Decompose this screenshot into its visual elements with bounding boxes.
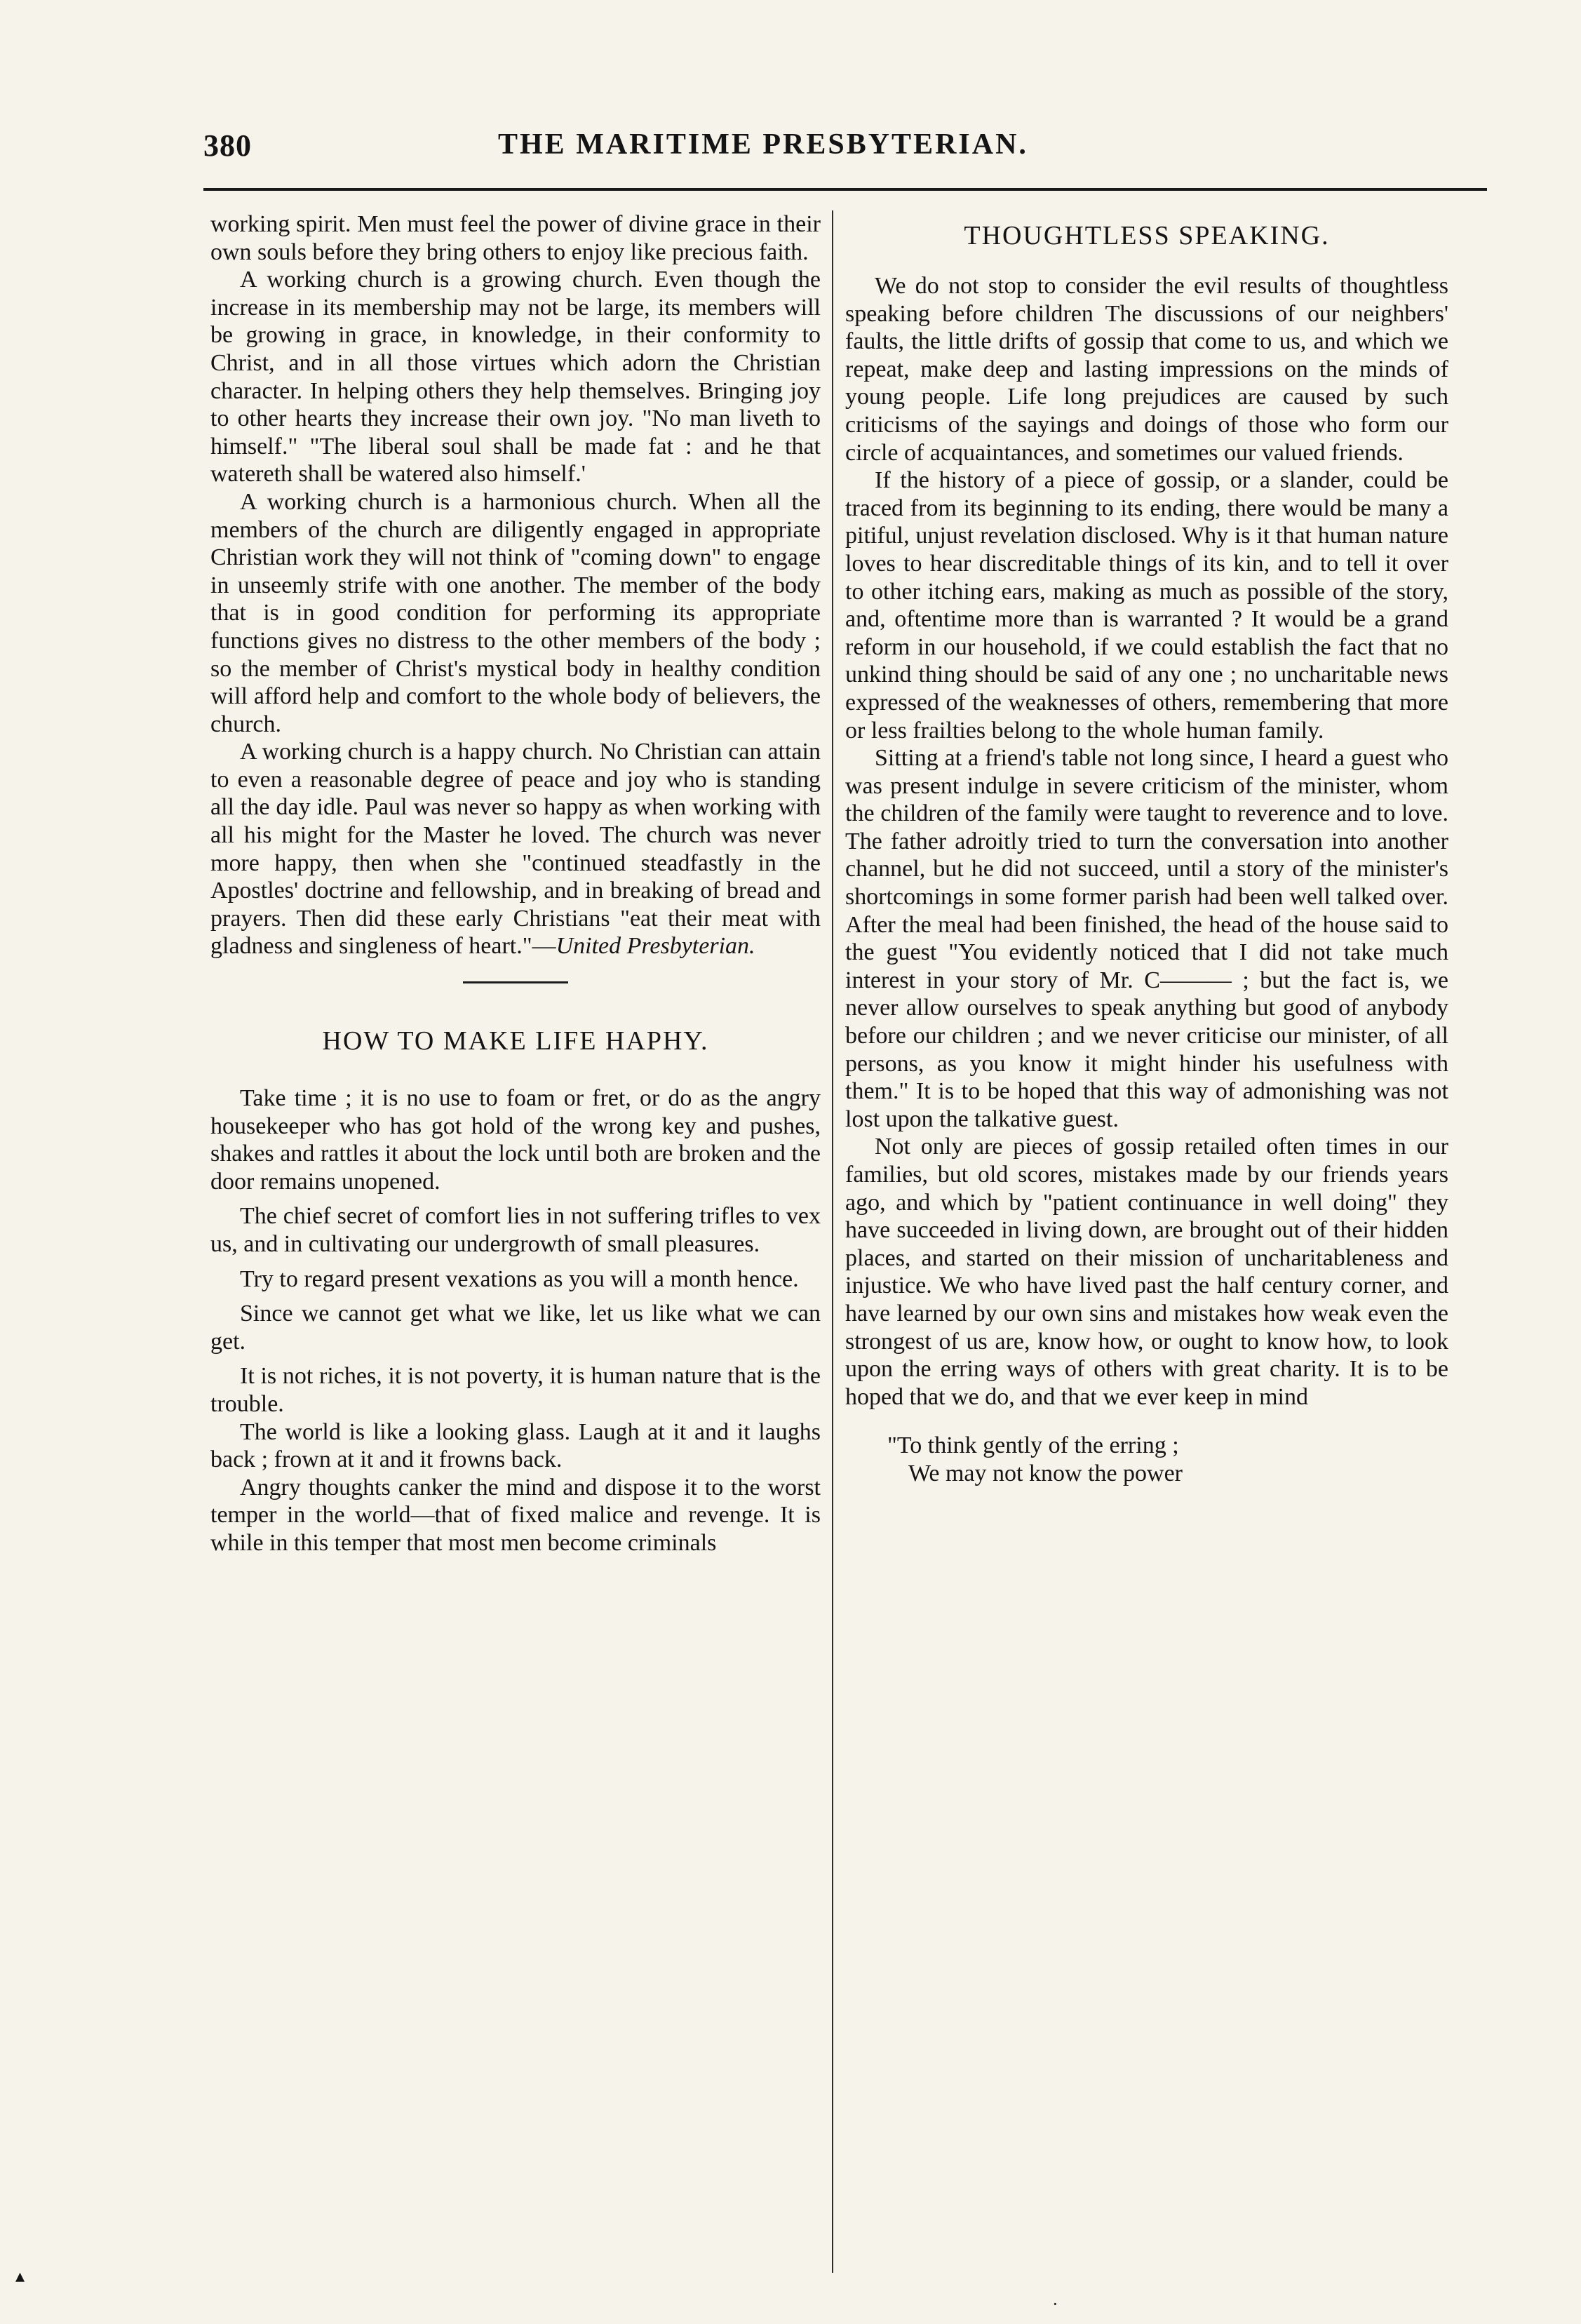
article-paragraph	[210, 738, 821, 960]
poem-quotation	[845, 1432, 1448, 1488]
article-paragraph: Try to regard present vexations as you will a month hence.	[240, 1265, 799, 1292]
article-paragraph: The world is like a looking glass. Laugh at it and it laughs back ; frown at it and it frowns back.	[210, 1418, 821, 1473]
source-attribution: United Presbyterian.	[556, 933, 755, 960]
paragraph-text: A working church is a happy church. No Christian can attain to even a reasonable degree of peace and joy who is standing all the day idle. Paul was never so happy as when working with all his might for the Master he loved. The church was never more happy, then when she "continued steadfastly in the Apostles' doctrine and fellowship, and in breaking of bread and prayers. Then did these early Christians "eat their meat with gladness and singleness of heart."—	[210, 739, 821, 960]
header-rule	[203, 188, 1487, 191]
print-speck: ▴	[15, 2266, 25, 2286]
running-title: THE MARITIME PRESBYTERIAN.	[498, 128, 1028, 161]
article-paragraph: Sitting at a friend's table not long since, I heard a guest who was present indulge in severe criticism of the minister, whom the children of the family were taught to reverence and to love. The father adroitly tried to turn the conversation into another channel, but he did not succeed, until a story of the minister's shortcomings in some former parish had been well talked over. After the meal had been finished, the head of the house said to the guest "You evidently noticed that I did not take much interest in your story of Mr. C——— ; but the fact is, we never allow ourselves to speak anything but good of anybody before our children ; and we never criticise our minister, of all persons, as you know it might hinder his usefulness with them." It is to be hoped that this way of admonishing was not lost upon the talkative guest.	[845, 745, 1448, 1132]
article-paragraph: A working church is a harmonious church. When all the members of the church are diligently engaged in appropriate Christian work they will not think of "coming down" to engage in unseemly strife with one another. The member of the body that is in good condition for performing its appropriate functions gives no distress to the other members of the body ; so the member of Christ's mystical body in healthy condition will afford help and comfort to the whole body of believers, the church.	[210, 488, 821, 737]
page-header	[203, 128, 1487, 170]
left-column	[210, 210, 821, 1557]
article-paragraph: It is not riches, it is not poverty, it is human nature that is the trouble.	[210, 1363, 821, 1417]
verse-line: We may not know the power	[908, 1460, 1183, 1487]
section-title-how-to-make-life-happy: HOW TO MAKE LIFE HAPHY.	[322, 1026, 709, 1056]
article-paragraph: Not only are pieces of gossip retailed often times in our families, but old scores, mistakes made by our friends years ago, and which by "patient continuance in well doing" they have succeeded in living down, are brought out of their hidden places, and started on their mission of uncharitableness and injustice. We who have lived past the half century corner, and have learned by our own sins and mistakes how weak even the strongest of us are, know how, or ought to know how, to look upon the erring ways of others with great charity. It is to be hoped that we do, and that we ever keep in mind	[845, 1134, 1448, 1410]
verse-line: "To think gently of the erring ;	[887, 1432, 1179, 1459]
section-title-thoughtless-speaking: THOUGHTLESS SPEAKING.	[964, 221, 1330, 250]
section-separator	[463, 981, 568, 983]
article-paragraph: We do not stop to consider the evil results of thoughtless speaking before children The discussions of our neighbers' faults, the little drifts of gossip that come to us, and which we repeat, make deep and lasting impressions on the minds of young people. Life long prejudices are caused by such criticisms of the sayings and doings of those who form our circle of acquaintances, and sometimes our valued friends.	[845, 273, 1448, 466]
right-column	[845, 210, 1448, 1488]
article-paragraph: Angry thoughts canker the mind and dispose it to the worst temper in the world—that of fixed malice and revenge. It is while in this temper that most men become criminals	[210, 1474, 821, 1556]
article-paragraph: A working church is a growing church. Even though the increase in its membership may not be large, its members will be growing in grace, in knowledge, in their conformity to Christ, and in all those virtues which adorn the Christian character. In helping others they help themselves. Bringing joy to other hearts they increase their own joy. "No man liveth to himself." "The liberal soul shall be made fat : and he that watereth shall be watered also himself.'	[210, 267, 821, 488]
page-number: 380	[203, 128, 252, 163]
column-divider	[832, 210, 833, 2273]
article-paragraph: Since we cannot get what we like, let us like what we can get.	[210, 1301, 821, 1355]
article-paragraph: If the history of a piece of gossip, or a slander, could be traced from its beginning to its ending, there would be many a pitiful, unjust revelation disclosed. Why is it that human nature loves to hear discreditable things of its kin, and to tell it over to other itching ears, making as much as possible of the story, and, oftentime more than is warranted ? It would be a grand reform in our household, if we could establish the fact that no unkind thing should be said of any one ; no uncharitable news expressed of the weaknesses of others, remembering that more or less frailties belong to the whole human family.	[845, 467, 1448, 744]
article-paragraph: The chief secret of comfort lies in not suffering trifles to vex us, and in cultivating our undergrowth of small pleasures.	[210, 1203, 821, 1257]
article-paragraph: working spirit. Men must feel the power of divine grace in their own souls before they bring others to enjoy like precious faith.	[210, 211, 821, 265]
article-paragraph: Take time ; it is no use to foam or fret, or do as the angry housekeeper who has got hold of the wrong key and pushes, shakes and rattles it about the lock until both are broken and the door remains unopened.	[210, 1085, 821, 1195]
print-speck: ·	[1052, 2294, 1058, 2314]
